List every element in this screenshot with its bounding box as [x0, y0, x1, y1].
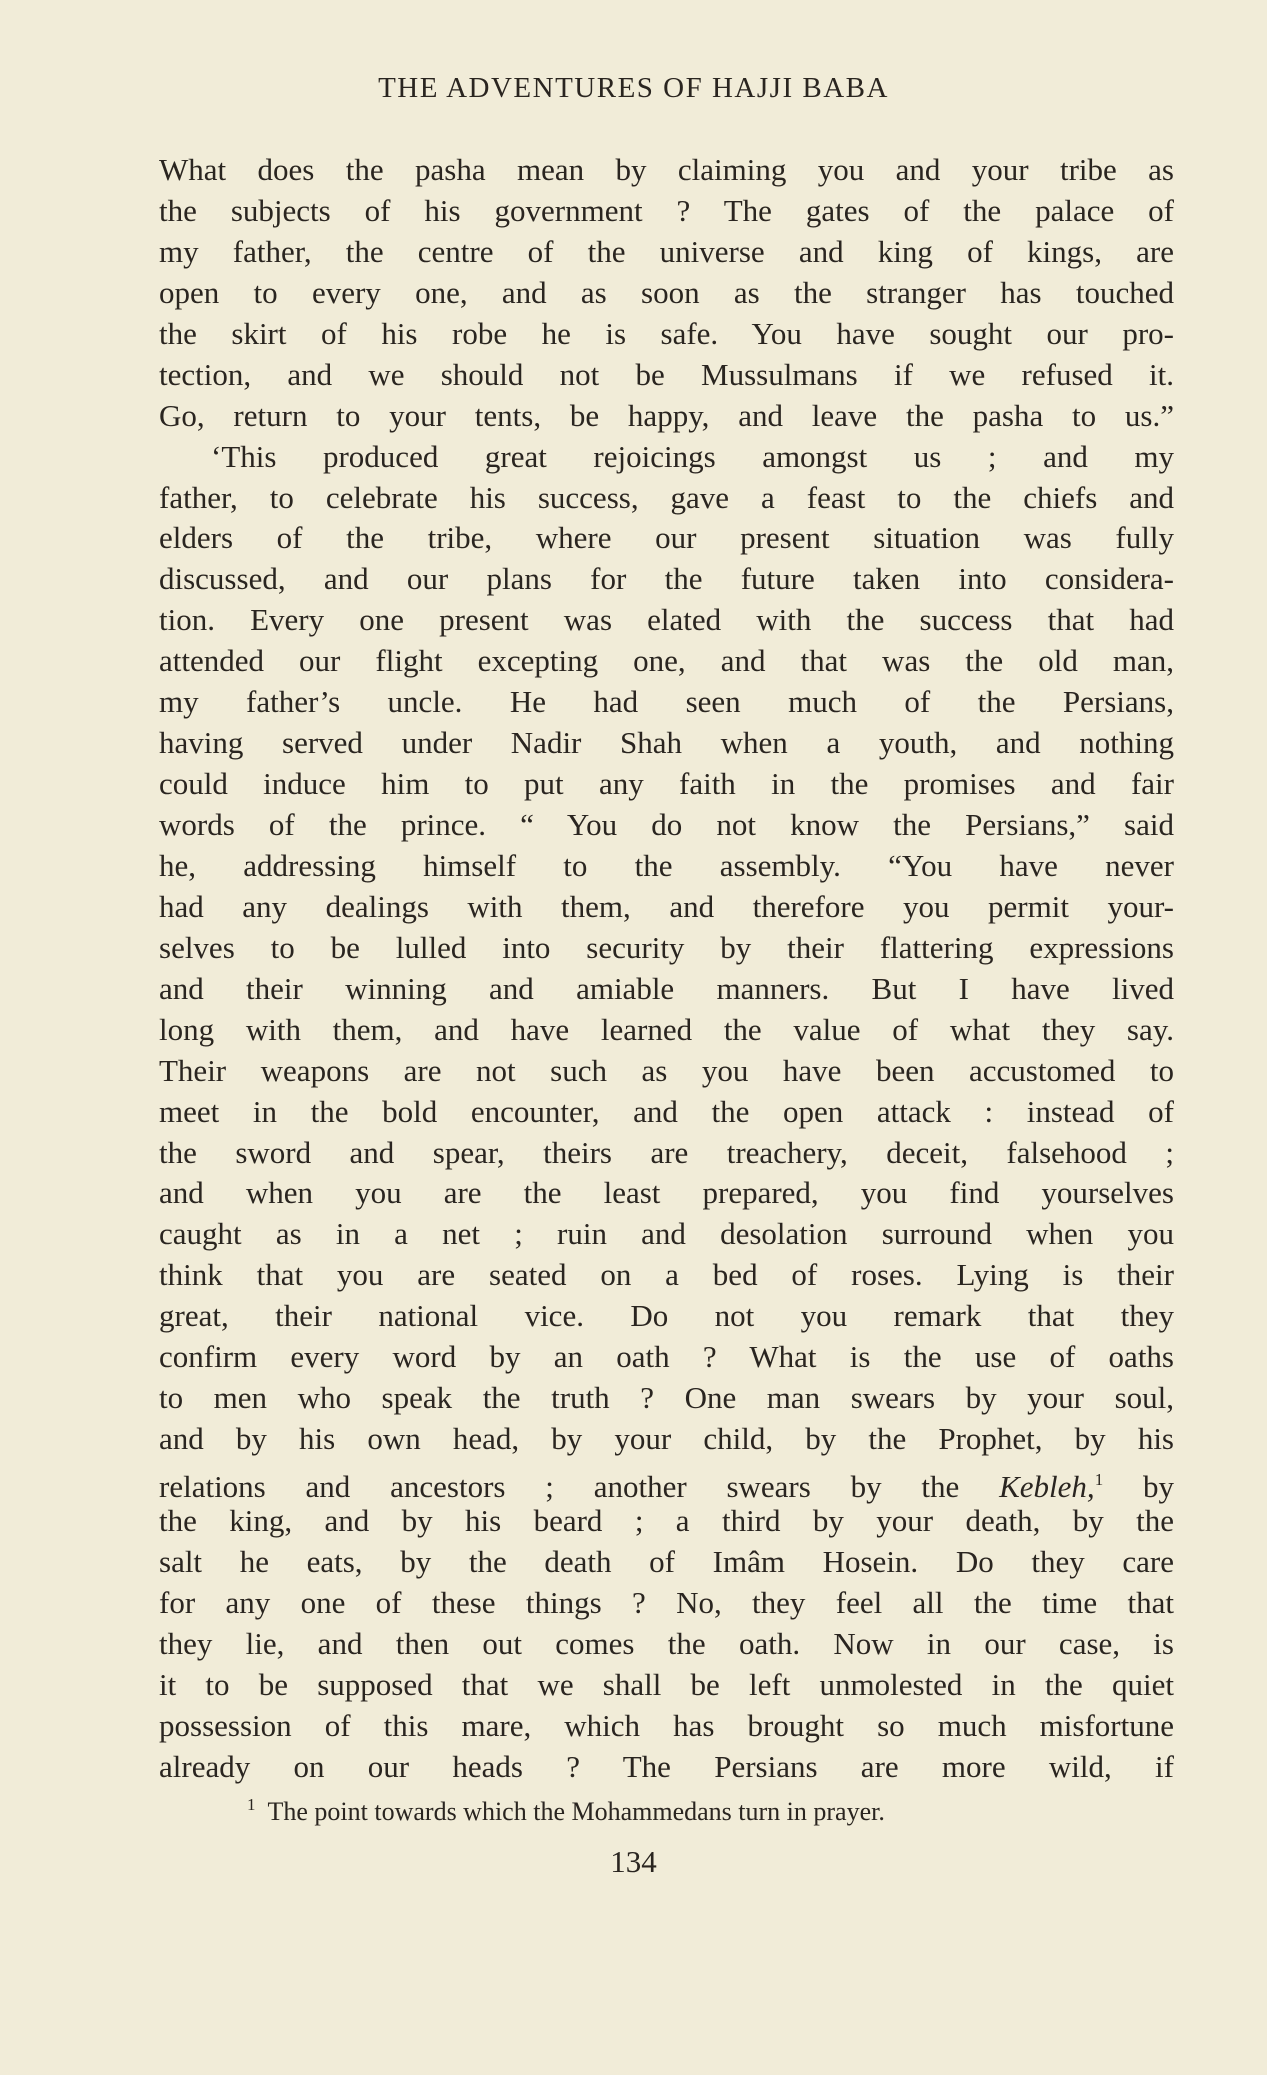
text-line: could induce him to put any faith in the promises and fair [159, 766, 1174, 802]
text-segment: relations and ancestors ; another swears by the [159, 1469, 960, 1504]
text-line: long with them, and have learned the value of what they say. [159, 1011, 1174, 1047]
text-line: elders of the tribe, where our present situation was fully [159, 520, 1174, 556]
text-line: the king, and by his beard ; a third by your death, by the [159, 1502, 1174, 1538]
text-line: already on our heads ? The Persians are more wild, if [159, 1748, 1174, 1784]
text-line: the skirt of his robe he is safe. You have sought our pro- [159, 315, 1174, 351]
keyword-kebleh: Kebleh, [999, 1469, 1095, 1504]
text-line: salt he eats, by the death of Imâm Hosein. Do they care [159, 1543, 1174, 1579]
text-line: the subjects of his government ? The gates of the palace of [159, 192, 1174, 228]
text-line: meet in the bold encounter, and the open attack : instead of [159, 1093, 1174, 1129]
text-line: think that you are seated on a bed of roses. Lying is their [159, 1257, 1174, 1293]
text-line: they lie, and then out comes the oath. Now in our case, is [159, 1625, 1174, 1661]
text-line: and their winning and amiable manners. But I have lived [159, 970, 1174, 1006]
text-line: caught as in a net ; ruin and desolation surround when you [159, 1216, 1174, 1252]
text-segment: by [1143, 1469, 1174, 1504]
text-line: it to be supposed that we shall be left unmolested in the quiet [159, 1666, 1174, 1702]
text-line: father, to celebrate his success, gave a feast to the chiefs and [159, 479, 1174, 515]
text-line: to men who speak the truth ? One man swears by your soul, [159, 1380, 1174, 1416]
text-line-with-footnote-ref [159, 1460, 1174, 1504]
text-line: attended our flight excepting one, and that was the old man, [159, 643, 1174, 679]
text-line: confirm every word by an oath ? What is the use of oaths [159, 1339, 1174, 1375]
text-line: tection, and we should not be Mussulmans if we refused it. [159, 356, 1174, 392]
footnote-text: The point towards which the Mohammedans turn in prayer. [267, 1797, 885, 1826]
text-line: Go, return to your tents, be happy, and leave the pasha to us.” [159, 397, 1174, 433]
text-line: for any one of these things ? No, they feel all the time that [159, 1584, 1174, 1620]
text-line: my father, the centre of the universe and king of kings, are [159, 233, 1174, 269]
text-line: words of the prince. “ You do not know the Persians,” said [159, 807, 1174, 842]
text-line: selves to be lulled into security by their flattering expressions [159, 929, 1174, 965]
text-line: great, their national vice. Do not you remark that they [159, 1298, 1174, 1334]
text-line: discussed, and our plans for the future taken into considera- [159, 561, 1174, 597]
text-line: and when you are the least prepared, you find yourselves [159, 1175, 1174, 1211]
body-text [159, 150, 1174, 1788]
text-line: possession of this mare, which has brought so much misfortune [159, 1707, 1174, 1743]
running-head: THE ADVENTURES OF HAJJI BABA [378, 72, 889, 104]
text-line: tion. Every one present was elated with the success that had [159, 602, 1174, 638]
footnote-reference: 1 [1094, 1470, 1104, 1489]
page-number: 134 [610, 1844, 657, 1879]
paragraph-start-line: ‘This produced great rejoicings amongst us ; and my [211, 438, 1174, 474]
text-line: Their weapons are not such as you have been accustomed to [159, 1052, 1174, 1088]
text-line: and by his own head, by your child, by the Prophet, by his [159, 1421, 1174, 1457]
text-line: had any dealings with them, and therefore you permit your- [159, 888, 1174, 924]
text-line: he, addressing himself to the assembly. “You have never [159, 847, 1174, 883]
text-line: having served under Nadir Shah when a youth, and nothing [159, 725, 1174, 761]
footnote-marker: 1 [247, 1795, 256, 1814]
footnote [247, 1795, 1107, 1827]
text-line: open to every one, and as soon as the stranger has touched [159, 274, 1174, 310]
text-line: the sword and spear, theirs are treachery, deceit, falsehood ; [159, 1134, 1174, 1170]
text-line: my father’s uncle. He had seen much of the Persians, [159, 684, 1174, 720]
text-line: What does the pasha mean by claiming you and your tribe as [159, 152, 1174, 187]
